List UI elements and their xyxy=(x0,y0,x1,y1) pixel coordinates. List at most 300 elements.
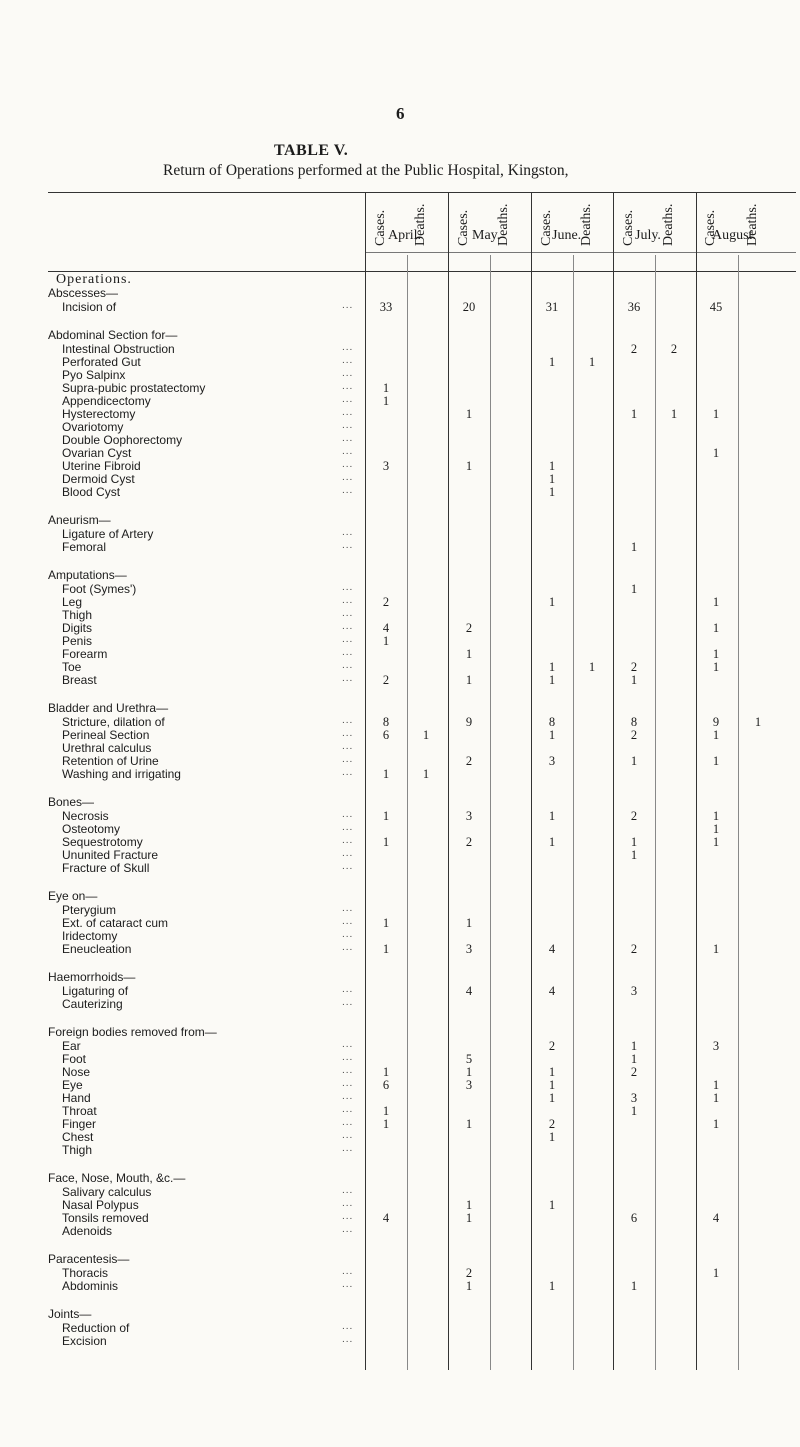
top-rule xyxy=(48,192,796,193)
table-row xyxy=(0,984,800,998)
leader-dots: ... xyxy=(342,1334,354,1345)
value-cell: 1 xyxy=(382,942,390,956)
operation-label: Tonsils removed xyxy=(62,1211,149,1225)
table-row xyxy=(0,795,800,809)
table-row xyxy=(0,1117,800,1131)
category-label: Aneurism— xyxy=(48,513,111,527)
value-cell: 1 xyxy=(382,916,390,930)
operation-label: Thigh xyxy=(62,1143,93,1157)
value-cell: 2 xyxy=(465,621,473,635)
leader-dots: ... xyxy=(342,1117,354,1128)
value-cell: 1 xyxy=(712,1078,720,1092)
leader-dots: ... xyxy=(342,485,354,496)
leader-dots: ... xyxy=(342,942,354,953)
table-row xyxy=(0,407,800,421)
table-row xyxy=(0,809,800,823)
operation-label: Nose xyxy=(62,1065,91,1079)
value-cell: 2 xyxy=(630,1065,638,1079)
operation-label: Perforated Gut xyxy=(62,355,141,369)
leader-dots: ... xyxy=(342,1224,354,1235)
value-cell: 9 xyxy=(712,715,720,729)
operation-label: Blood Cyst xyxy=(62,485,121,499)
operation-label: Pyo Salpinx xyxy=(62,368,126,382)
operation-label: Necrosis xyxy=(62,809,109,823)
operation-label: Ligature of Artery xyxy=(62,527,154,541)
leader-dots: ... xyxy=(342,608,354,619)
value-cell: 2 xyxy=(630,809,638,823)
value-cell: 4 xyxy=(465,984,473,998)
value-cell: 2 xyxy=(630,942,638,956)
leader-dots: ... xyxy=(342,1052,354,1063)
value-cell: 4 xyxy=(548,942,556,956)
table-row xyxy=(0,634,800,648)
leader-dots: ... xyxy=(342,420,354,431)
value-cell: 3 xyxy=(630,1091,638,1105)
table-row xyxy=(0,1052,800,1066)
column-divider xyxy=(696,193,697,1370)
value-cell: 1 xyxy=(548,1198,556,1212)
category-label: Haemorrhoids— xyxy=(48,970,136,984)
value-cell: 2 xyxy=(630,660,638,674)
table-row xyxy=(0,754,800,768)
column-divider xyxy=(407,255,408,1370)
leader-dots: ... xyxy=(342,394,354,405)
column-divider xyxy=(738,255,739,1370)
value-cell: 1 xyxy=(712,1266,720,1280)
table-row xyxy=(0,929,800,943)
value-cell: 1 xyxy=(548,660,556,674)
leader-dots: ... xyxy=(342,984,354,995)
value-cell: 2 xyxy=(465,835,473,849)
value-cell: 1 xyxy=(712,647,720,661)
value-cell: 1 xyxy=(712,1091,720,1105)
value-cell: 1 xyxy=(754,715,762,729)
value-cell: 3 xyxy=(548,754,556,768)
operation-label: Foot (Symes') xyxy=(62,582,137,596)
table-row xyxy=(0,889,800,903)
value-cell: 3 xyxy=(465,942,473,956)
value-cell: 1 xyxy=(422,767,430,781)
operation-label: Abdominis xyxy=(62,1279,119,1293)
value-cell: 1 xyxy=(712,822,720,836)
value-cell: 1 xyxy=(548,835,556,849)
operations-table: April. May. June. July. August. Operations. Cases. Deaths. Cases. Deaths. Cases. Deaths. Cases. Deaths. Cases. Deaths. Abscesses— Incision of ... 33 20 31 36 45 Abdominal Section for— Intestinal Obstruction ... 2 2 Perforated Gut ... 1 1 Pyo Salpinx ... Supra-pubic prostatectomy ... 1 Appendicectomy ... 1 Hysterectomy ... 1 1 1 1 Ovariotomy ... Double Oophorectomy ... Ovarian Cyst ... 1 Uterine Fibroid ... 3 1 1 Dermoid Cyst ... 1 Blood Cyst ... 1 Aneurism— Ligature of Artery ... Femoral ... 1 Amputations— Foot (Symes') ... 1 Leg ... 2 1 1 Thigh ... Digits ... 4 2 1 Penis ... 1 Forearm ... 1 1 Toe ... 1 1 2 1 Breast ... 2 1 1 1 Bladder and Urethra— Stricture, dilation of ... 8 9 8 8 9 1 Perineal Section ... 6 1 1 2 1 Urethral calculus ... Retention of Urine ... 2 3 1 1 Washing and irrigating ... 1 1 Bones— Necrosis ... 1 3 1 2 1 Osteotomy ... 1 Sequestrotomy ... 1 2 1 1 1 Ununited Fracture ... 1 Fracture of Skull ... Eye on— Pterygium ... Ext. of cataract cum ... 1 1 Iridectomy ... Eneucleation ... 1 3 4 2 1 Haemorrhoids— Ligaturing of ... 4 4 3 Cauterizing ... Foreign bodies removed from— Ear ... 2 1 3 Foot ... 5 1 Nose ... 1 1 1 2 Eye ... 6 3 1 1 Hand ... 1 3 1 Throat ... 1 1 Finger ... 1 1 2 1 Chest ... 1 Thigh ... Face, Nose, Mouth, &c.— Salivary calculus ... Nasal Polypus ... 1 1 Tonsils removed ... 4 1 6 4 Adenoids ... Paracentesis— Thoracis ... 2 1 Abdominis ... 1 1 1 Joints— Reduction of ... Excision ... xyxy=(0,0,800,1447)
value-cell: 6 xyxy=(630,1211,638,1225)
value-cell: 1 xyxy=(382,767,390,781)
month-header-august: August. xyxy=(712,228,756,243)
value-cell: 1 xyxy=(712,595,720,609)
value-cell: 1 xyxy=(382,1065,390,1079)
value-cell: 1 xyxy=(712,1117,720,1131)
month-rule xyxy=(365,252,796,253)
value-cell: 2 xyxy=(670,342,678,356)
column-divider xyxy=(365,193,366,1370)
value-cell: 1 xyxy=(712,660,720,674)
leader-dots: ... xyxy=(342,715,354,726)
value-cell: 1 xyxy=(630,754,638,768)
value-cell: 1 xyxy=(630,407,638,421)
table-row xyxy=(0,903,800,917)
page-number: 6 xyxy=(396,104,405,123)
value-cell: 4 xyxy=(382,621,390,635)
table-row xyxy=(0,621,800,635)
table-row xyxy=(0,660,800,674)
category-label: Bladder and Urethra— xyxy=(48,701,169,715)
table-row xyxy=(0,1039,800,1053)
table-row xyxy=(0,1025,800,1039)
operation-label: Ovarian Cyst xyxy=(62,446,132,460)
value-cell: 36 xyxy=(627,300,641,314)
operation-label: Excision xyxy=(62,1334,107,1348)
table-row xyxy=(0,1104,800,1118)
leader-dots: ... xyxy=(342,822,354,833)
operation-label: Double Oophorectomy xyxy=(62,433,183,447)
value-cell: 4 xyxy=(712,1211,720,1225)
value-cell: 1 xyxy=(548,1065,556,1079)
value-cell: 3 xyxy=(382,459,390,473)
table-row xyxy=(0,1143,800,1157)
operation-label: Nasal Polypus xyxy=(62,1198,139,1212)
value-cell: 33 xyxy=(379,300,393,314)
value-cell: 1 xyxy=(548,809,556,823)
operation-label: Hand xyxy=(62,1091,91,1105)
leader-dots: ... xyxy=(342,929,354,940)
value-cell: 1 xyxy=(712,809,720,823)
value-cell: 6 xyxy=(382,1078,390,1092)
operation-label: Reduction of xyxy=(62,1321,130,1335)
operation-label: Throat xyxy=(62,1104,97,1118)
operation-label: Ununited Fracture xyxy=(62,848,159,862)
table-row xyxy=(0,472,800,486)
value-cell: 1 xyxy=(630,1052,638,1066)
value-cell: 45 xyxy=(709,300,723,314)
value-cell: 1 xyxy=(382,1117,390,1131)
category-label: Paracentesis— xyxy=(48,1252,130,1266)
operation-label: Ovariotomy xyxy=(62,420,124,434)
operation-label: Femoral xyxy=(62,540,107,554)
operation-label: Retention of Urine xyxy=(62,754,159,768)
table-row xyxy=(0,822,800,836)
table-subtitle: Return of Operations performed at the Public Hospital, Kingston, xyxy=(163,162,569,179)
leader-dots: ... xyxy=(342,1211,354,1222)
value-cell: 1 xyxy=(548,355,556,369)
value-cell: 1 xyxy=(382,1104,390,1118)
leader-dots: ... xyxy=(342,1078,354,1089)
month-header-july: July. xyxy=(635,228,661,243)
table-row xyxy=(0,848,800,862)
category-label: Amputations— xyxy=(48,568,127,582)
value-cell: 1 xyxy=(465,1065,473,1079)
value-cell: 1 xyxy=(630,673,638,687)
table-row xyxy=(0,540,800,554)
leader-dots: ... xyxy=(342,835,354,846)
value-cell: 1 xyxy=(712,621,720,635)
value-cell: 2 xyxy=(630,342,638,356)
value-cell: 1 xyxy=(670,407,678,421)
value-cell: 20 xyxy=(462,300,476,314)
operation-label: Foot xyxy=(62,1052,87,1066)
table-row xyxy=(0,1321,800,1335)
column-divider xyxy=(613,193,614,1370)
table-row xyxy=(0,1065,800,1079)
operation-label: Adenoids xyxy=(62,1224,113,1238)
category-label: Abdominal Section for— xyxy=(48,328,178,342)
column-divider xyxy=(490,255,491,1370)
table-row xyxy=(0,1252,800,1266)
leader-dots: ... xyxy=(342,1065,354,1076)
value-cell: 1 xyxy=(548,459,556,473)
value-cell: 4 xyxy=(382,1211,390,1225)
table-row xyxy=(0,527,800,541)
operation-label: Eye xyxy=(62,1078,83,1092)
leader-dots: ... xyxy=(342,660,354,671)
value-cell: 8 xyxy=(630,715,638,729)
leader-dots: ... xyxy=(342,1321,354,1332)
operation-label: Penis xyxy=(62,634,93,648)
operation-label: Eneucleation xyxy=(62,942,132,956)
leader-dots: ... xyxy=(342,446,354,457)
leader-dots: ... xyxy=(342,355,354,366)
table-row xyxy=(0,394,800,408)
leader-dots: ... xyxy=(342,472,354,483)
leader-dots: ... xyxy=(342,861,354,872)
leader-dots: ... xyxy=(342,1266,354,1277)
table-row xyxy=(0,970,800,984)
value-cell: 1 xyxy=(465,1279,473,1293)
leader-dots: ... xyxy=(342,1143,354,1154)
leader-dots: ... xyxy=(342,647,354,658)
value-cell: 2 xyxy=(548,1117,556,1131)
operation-label: Washing and irrigating xyxy=(62,767,181,781)
table-row xyxy=(0,568,800,582)
leader-dots: ... xyxy=(342,1091,354,1102)
value-cell: 1 xyxy=(712,728,720,742)
value-cell: 1 xyxy=(465,647,473,661)
operation-label: Ear xyxy=(62,1039,81,1053)
operation-label: Cauterizing xyxy=(62,997,123,1011)
table-title: TABLE V. xyxy=(274,142,349,159)
value-cell: 1 xyxy=(712,754,720,768)
leader-dots: ... xyxy=(342,300,354,311)
table-row xyxy=(0,1078,800,1092)
leader-dots: ... xyxy=(342,1279,354,1290)
operation-label: Pterygium xyxy=(62,903,117,917)
value-cell: 5 xyxy=(465,1052,473,1066)
leader-dots: ... xyxy=(342,916,354,927)
table-row xyxy=(0,381,800,395)
table-row xyxy=(0,1198,800,1212)
value-cell: 1 xyxy=(588,660,596,674)
table-row xyxy=(0,1211,800,1225)
leader-dots: ... xyxy=(342,540,354,551)
operation-label: Toe xyxy=(62,660,82,674)
table-row xyxy=(0,433,800,447)
value-cell: 1 xyxy=(630,582,638,596)
operation-label: Chest xyxy=(62,1130,94,1144)
category-label: Bones— xyxy=(48,795,95,809)
operation-label: Hysterectomy xyxy=(62,407,136,421)
value-cell: 1 xyxy=(712,835,720,849)
table-row xyxy=(0,459,800,473)
table-row xyxy=(0,861,800,875)
leader-dots: ... xyxy=(342,997,354,1008)
value-cell: 1 xyxy=(465,459,473,473)
category-label: Face, Nose, Mouth, &c.— xyxy=(48,1171,186,1185)
value-cell: 1 xyxy=(465,916,473,930)
operation-label: Thigh xyxy=(62,608,93,622)
operation-label: Intestinal Obstruction xyxy=(62,342,175,356)
table-row xyxy=(0,1334,800,1348)
table-row xyxy=(0,1185,800,1199)
operation-label: Leg xyxy=(62,595,83,609)
table-row xyxy=(0,741,800,755)
category-label: Foreign bodies removed from— xyxy=(48,1025,217,1039)
value-cell: 1 xyxy=(465,673,473,687)
leader-dots: ... xyxy=(342,728,354,739)
operation-label: Perineal Section xyxy=(62,728,150,742)
table-row xyxy=(0,647,800,661)
value-cell: 1 xyxy=(588,355,596,369)
month-header-may: May. xyxy=(472,228,501,243)
value-cell: 31 xyxy=(545,300,559,314)
table-row xyxy=(0,342,800,356)
header-rule xyxy=(48,271,796,272)
table-row xyxy=(0,1307,800,1321)
category-label: Eye on— xyxy=(48,889,98,903)
leader-dots: ... xyxy=(342,433,354,444)
table-row xyxy=(0,595,800,609)
operation-label: Iridectomy xyxy=(62,929,118,943)
value-cell: 1 xyxy=(630,540,638,554)
value-cell: 2 xyxy=(382,595,390,609)
column-divider xyxy=(531,193,532,1370)
leader-dots: ... xyxy=(342,1039,354,1050)
leader-dots: ... xyxy=(342,368,354,379)
value-cell: 1 xyxy=(712,446,720,460)
value-cell: 1 xyxy=(422,728,430,742)
table-row xyxy=(0,767,800,781)
operation-label: Ligaturing of xyxy=(62,984,129,998)
value-cell: 1 xyxy=(548,1078,556,1092)
value-cell: 1 xyxy=(382,381,390,395)
value-cell: 3 xyxy=(465,1078,473,1092)
table-row xyxy=(0,1130,800,1144)
value-cell: 3 xyxy=(630,984,638,998)
value-cell: 8 xyxy=(548,715,556,729)
leader-dots: ... xyxy=(342,848,354,859)
table-row xyxy=(0,1171,800,1185)
value-cell: 6 xyxy=(382,728,390,742)
leader-dots: ... xyxy=(342,673,354,684)
value-cell: 1 xyxy=(548,485,556,499)
operation-label: Thoracis xyxy=(62,1266,109,1280)
category-label: Abscesses— xyxy=(48,286,119,300)
value-cell: 1 xyxy=(465,1211,473,1225)
value-cell: 1 xyxy=(548,1091,556,1105)
table-row xyxy=(0,942,800,956)
table-row xyxy=(0,916,800,930)
leader-dots: ... xyxy=(342,741,354,752)
operation-label: Uterine Fibroid xyxy=(62,459,141,473)
value-cell: 2 xyxy=(630,728,638,742)
operation-label: Digits xyxy=(62,621,93,635)
value-cell: 1 xyxy=(548,1279,556,1293)
value-cell: 2 xyxy=(382,673,390,687)
leader-dots: ... xyxy=(342,342,354,353)
table-row xyxy=(0,608,800,622)
value-cell: 1 xyxy=(712,942,720,956)
operation-label: Sequestrotomy xyxy=(62,835,143,849)
leader-dots: ... xyxy=(342,621,354,632)
table-row xyxy=(0,513,800,527)
value-cell: 1 xyxy=(630,1039,638,1053)
value-cell: 1 xyxy=(548,1130,556,1144)
value-cell: 1 xyxy=(630,1279,638,1293)
leader-dots: ... xyxy=(342,407,354,418)
value-cell: 1 xyxy=(382,394,390,408)
operation-label: Supra-pubic prostatectomy xyxy=(62,381,206,395)
table-row xyxy=(0,582,800,596)
leader-dots: ... xyxy=(342,634,354,645)
leader-dots: ... xyxy=(342,1185,354,1196)
operations-header: Operations. xyxy=(56,272,132,287)
table-row xyxy=(0,368,800,382)
leader-dots: ... xyxy=(342,809,354,820)
value-cell: 1 xyxy=(465,1198,473,1212)
operation-label: Urethral calculus xyxy=(62,741,152,755)
operation-label: Stricture, dilation of xyxy=(62,715,165,729)
operation-label: Ext. of cataract cum xyxy=(62,916,169,930)
table-row xyxy=(0,286,800,300)
leader-dots: ... xyxy=(342,1104,354,1115)
value-cell: 1 xyxy=(382,634,390,648)
value-cell: 1 xyxy=(548,673,556,687)
value-cell: 1 xyxy=(548,595,556,609)
value-cell: 3 xyxy=(465,809,473,823)
column-divider xyxy=(655,255,656,1370)
leader-dots: ... xyxy=(342,1130,354,1141)
value-cell: 3 xyxy=(712,1039,720,1053)
category-label: Joints— xyxy=(48,1307,92,1321)
value-cell: 2 xyxy=(548,1039,556,1053)
value-cell: 1 xyxy=(465,1117,473,1131)
leader-dots: ... xyxy=(342,903,354,914)
leader-dots: ... xyxy=(342,459,354,470)
operation-label: Fracture of Skull xyxy=(62,861,150,875)
value-cell: 4 xyxy=(548,984,556,998)
table-row xyxy=(0,728,800,742)
table-row xyxy=(0,715,800,729)
value-cell: 1 xyxy=(630,835,638,849)
table-row xyxy=(0,446,800,460)
table-row xyxy=(0,1091,800,1105)
leader-dots: ... xyxy=(342,582,354,593)
value-cell: 1 xyxy=(630,1104,638,1118)
value-cell: 2 xyxy=(465,754,473,768)
column-divider xyxy=(448,193,449,1370)
table-row xyxy=(0,701,800,715)
leader-dots: ... xyxy=(342,767,354,778)
table-row xyxy=(0,300,800,314)
operation-label: Forearm xyxy=(62,647,108,661)
value-cell: 1 xyxy=(712,407,720,421)
value-cell: 8 xyxy=(382,715,390,729)
value-cell: 1 xyxy=(465,407,473,421)
operation-label: Salivary calculus xyxy=(62,1185,152,1199)
table-row xyxy=(0,420,800,434)
value-cell: 1 xyxy=(382,809,390,823)
operation-label: Appendicectomy xyxy=(62,394,151,408)
